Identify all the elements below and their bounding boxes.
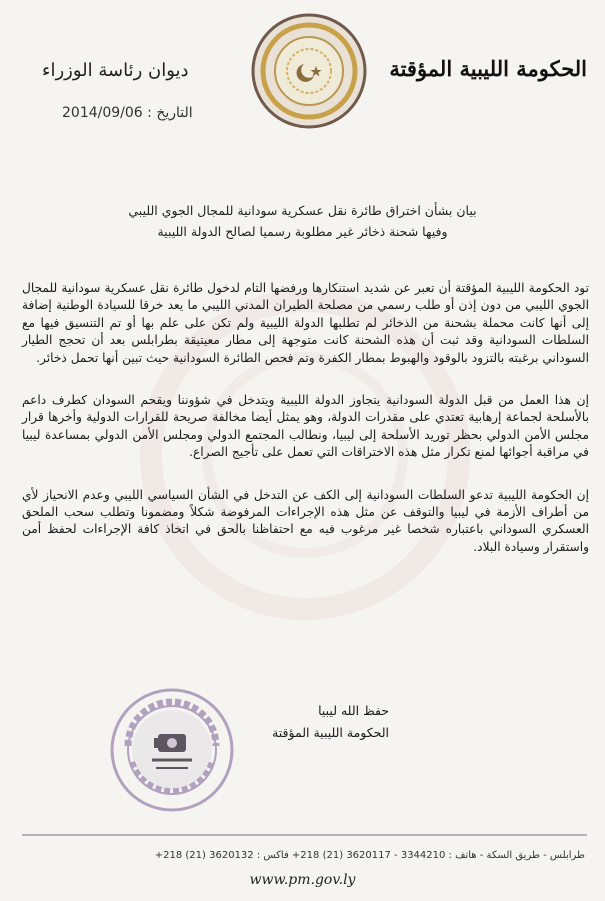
statement-body	[22, 280, 589, 581]
document-date: التاريخ : 2014/09/06	[62, 105, 193, 121]
subject-line-2: وفيها شحنة ذخائر غير مطلوبة رسميا لصالح الدولة الليبية	[157, 224, 448, 239]
government-title: الحكومة الليبية المؤقتة	[389, 56, 587, 81]
closing-signature	[272, 700, 389, 744]
subject-line-1: بيان بشأن اختراق طائرة نقل عسكرية سودانية للمجال الجوي الليبي	[128, 203, 477, 218]
paragraph-1: تود الحكومة الليبية المؤقتة أن تعبر عن شديد استنكارها ورفضها التام لدخول طائرة نقل عسكرية سودانية للمجال الجوي الليبي من دون إذن أو طلب رسمي من مصلحة الطيران المدني الليبي ما يعد خرقا للسيادة الوطنية إضافة إلى أنها كانت محملة بشحنة من الذخائر لم تطلبها الدولة الليبية ولم تكن على علم بها أو تم التنسيق فيها مع السلطات السودانية وقد ثبت أن هذه الشحنة كانت متوجهة إلى مطار معيتيقة بطرابلس بعد أن تحجج الطيار السوداني برغبته بالتزود بالوقود والهبوط بمطار الكفرة وتم فحص الطائرة السودانية حيث تبين أنها تحمل ذخائر.	[22, 281, 589, 365]
footer-contact: طرابلس - طريق السكة - هاتف : 3344210 - 3620117 (21) 218+ فاكس : 3620132 (21) 218+	[154, 850, 585, 861]
footer-divider	[22, 834, 587, 836]
paragraph-3: إن الحكومة الليبية تدعو السلطات السودانية إلى الكف عن التدخل في الشأن السياسي الليبي وعدم الانحياز لأي من أطراف الأزمة في ليبيا والتوقف عن مثل هذه الإجراءات المرفوضة شكلاً ومضمونا وتطلب سحب الملحق العسكري السوداني باعتباره شخصا غير مرغوب فيه مع احتفاظنا بالحق في اتخاذ كافة الإجراءات لحفظ أمن واستقرار وسيادة البلاد.	[22, 487, 589, 554]
paragraph-2: إن هذا العمل من قبل الدولة السودانية يتجاوز الدولة الليبية ويتدخل في شؤوننا ويقحم السودان كطرف داعم بالأسلحة لجماعة إرهابية تعتدي على مقدرات الدولة، وهو يمثل أيضا مخالفة صريحة للقرارات الدولية وأخرها قرار مجلس الأمن الدولي بحظر توريد الأسلحة إلى ليبيا، ونطالب المجتمع الدولي ومجلس الأمن الدولي بمساعدة ليبيا في مراقبة أجوائها لمنع تكرار مثل هذه الاختراقات التي تعمل على تأجيج الصراع.	[22, 393, 589, 460]
government-emblem	[250, 12, 368, 130]
statement-subject	[40, 200, 565, 242]
footer-website: www.pm.gov.ly	[249, 872, 356, 888]
office-title: ديوان رئاسة الوزراء	[42, 60, 189, 81]
closing-line-1: حفظ الله ليبيا	[318, 703, 389, 718]
closing-line-2: الحكومة الليبية المؤقتة	[272, 725, 389, 740]
official-stamp	[108, 686, 236, 814]
